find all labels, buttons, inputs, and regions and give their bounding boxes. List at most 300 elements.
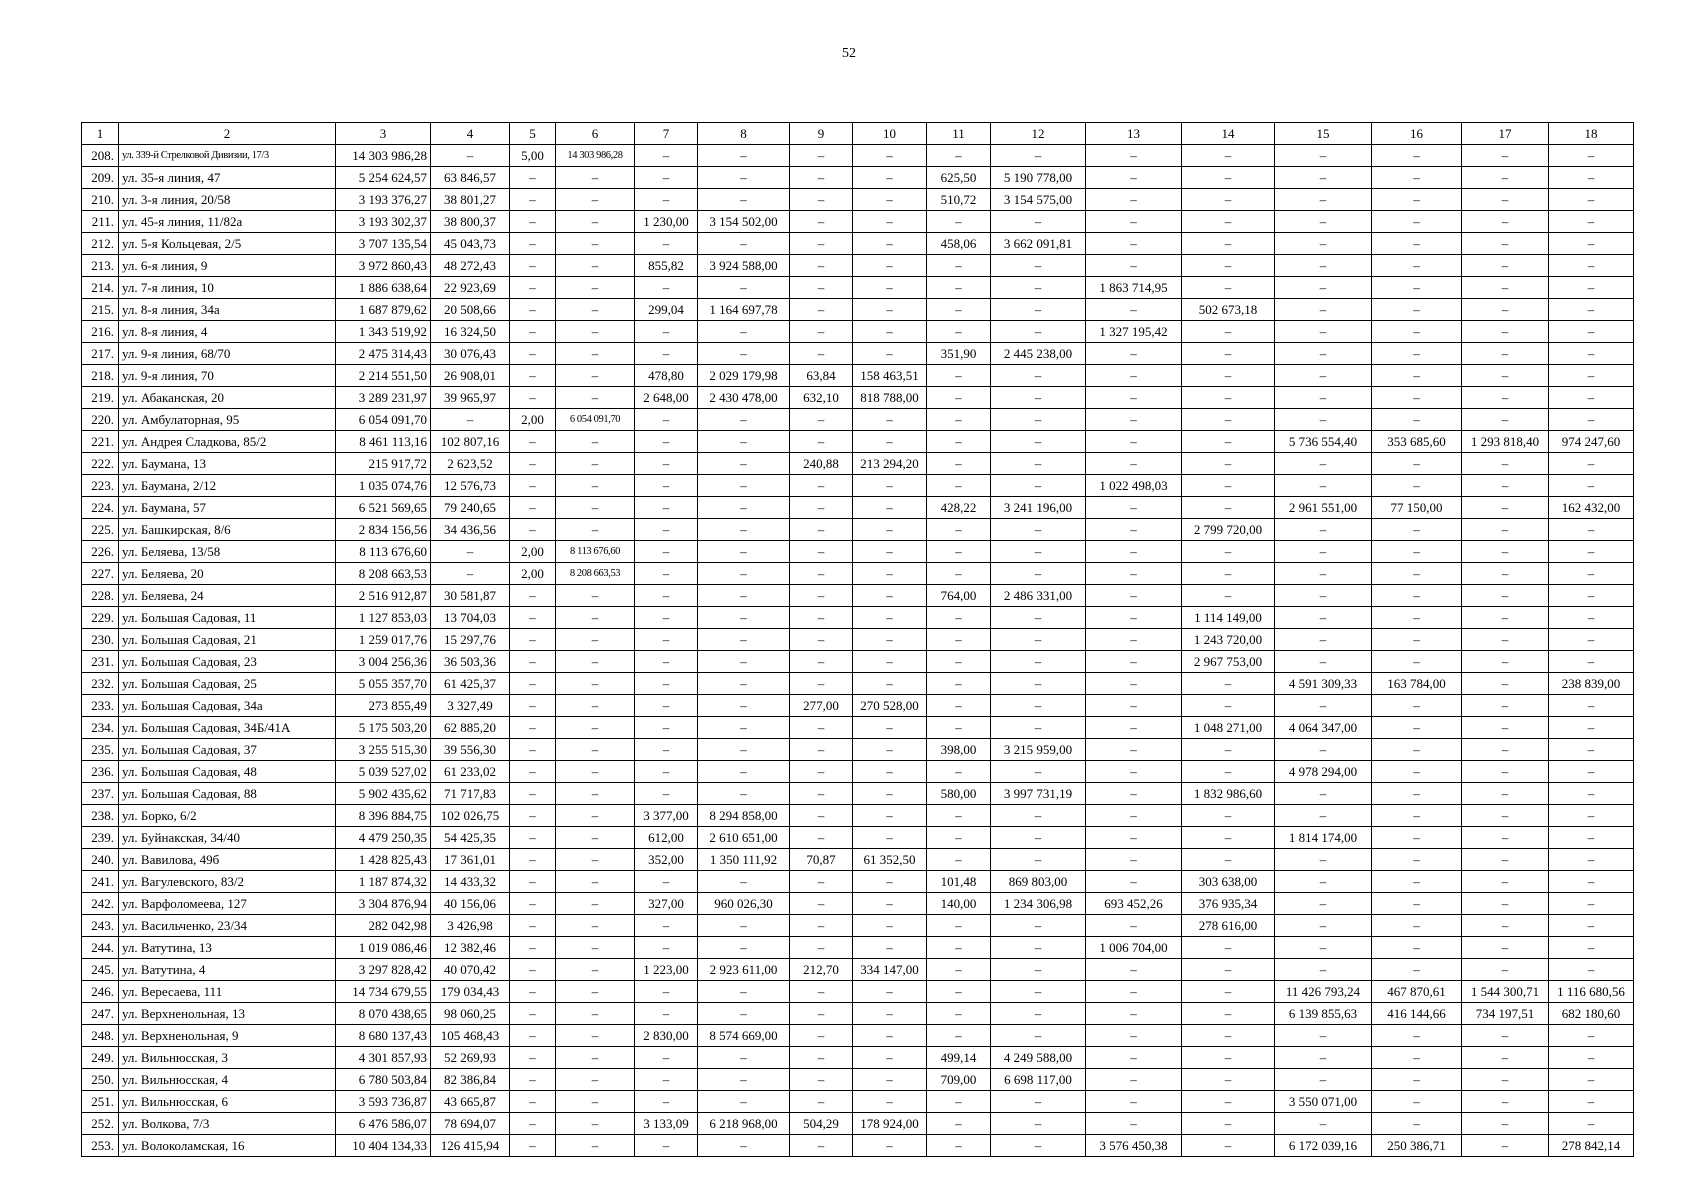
amount-cell: – xyxy=(991,673,1086,695)
amount-cell: – xyxy=(635,695,698,717)
amount-cell: – xyxy=(1549,849,1634,871)
amount-cell: – xyxy=(1372,1025,1462,1047)
amount-cell: – xyxy=(790,761,853,783)
amount-cell: – xyxy=(1275,321,1372,343)
amount-cell: – xyxy=(790,497,853,519)
amount-cell: – xyxy=(698,343,790,365)
amount-cell: – xyxy=(1086,167,1182,189)
amount-cell: – xyxy=(510,871,556,893)
amount-cell: – xyxy=(1549,387,1634,409)
amount-cell: – xyxy=(1372,541,1462,563)
amount-cell: – xyxy=(853,277,927,299)
amount-cell: 70,87 xyxy=(790,849,853,871)
amount-cell: – xyxy=(1372,585,1462,607)
page-number: 52 xyxy=(842,46,856,61)
amount-cell: – xyxy=(510,673,556,695)
amount-cell: – xyxy=(1275,409,1372,431)
row-number-cell: 209. xyxy=(82,167,119,189)
amount-cell: 5 190 778,00 xyxy=(991,167,1086,189)
amount-cell: 3 662 091,81 xyxy=(991,233,1086,255)
amount-cell: – xyxy=(790,783,853,805)
amount-cell: – xyxy=(698,563,790,585)
table-row xyxy=(82,255,1634,277)
amount-cell: – xyxy=(556,915,635,937)
row-number-cell: 249. xyxy=(82,1047,119,1069)
amount-cell: 14 303 986,28 xyxy=(336,145,431,167)
amount-cell: 54 425,35 xyxy=(431,827,510,849)
amount-cell: – xyxy=(1275,937,1372,959)
amount-cell: – xyxy=(698,695,790,717)
amount-cell: – xyxy=(991,541,1086,563)
amount-cell: – xyxy=(510,1135,556,1157)
amount-cell: – xyxy=(853,937,927,959)
amount-cell: – xyxy=(1462,607,1549,629)
amount-cell: – xyxy=(853,783,927,805)
amount-cell: – xyxy=(853,893,927,915)
amount-cell: – xyxy=(790,1091,853,1113)
row-number-cell: 223. xyxy=(82,475,119,497)
amount-cell: – xyxy=(790,1025,853,1047)
table-row xyxy=(82,541,1634,563)
amount-cell: – xyxy=(1275,695,1372,717)
amount-cell: – xyxy=(1086,761,1182,783)
amount-cell: – xyxy=(1462,211,1549,233)
amount-cell: 213 294,20 xyxy=(853,453,927,475)
address-cell: ул. Баумана, 13 xyxy=(119,453,336,475)
amount-cell: 4 978 294,00 xyxy=(1275,761,1372,783)
amount-cell: – xyxy=(991,1025,1086,1047)
amount-cell: 22 923,69 xyxy=(431,277,510,299)
amount-cell: 2,00 xyxy=(510,563,556,585)
amount-cell: – xyxy=(927,321,991,343)
amount-cell: 1 814 174,00 xyxy=(1275,827,1372,849)
amount-cell: 2 610 651,00 xyxy=(698,827,790,849)
amount-cell: 3 154 575,00 xyxy=(991,189,1086,211)
column-header: 13 xyxy=(1086,123,1182,145)
amount-cell: – xyxy=(635,431,698,453)
amount-cell: – xyxy=(1182,453,1275,475)
amount-cell: 1 234 306,98 xyxy=(991,893,1086,915)
amount-cell: 2 486 331,00 xyxy=(991,585,1086,607)
amount-cell: – xyxy=(556,1047,635,1069)
amount-cell: – xyxy=(853,1135,927,1157)
table-row xyxy=(82,1003,1634,1025)
amount-cell: 693 452,26 xyxy=(1086,893,1182,915)
amount-cell: 2 834 156,56 xyxy=(336,519,431,541)
amount-cell: 2 430 478,00 xyxy=(698,387,790,409)
amount-cell: 163 784,00 xyxy=(1372,673,1462,695)
amount-cell: – xyxy=(1462,453,1549,475)
amount-cell: – xyxy=(790,1135,853,1157)
amount-cell: – xyxy=(1275,915,1372,937)
amount-cell: – xyxy=(853,761,927,783)
amount-cell: – xyxy=(1372,255,1462,277)
amount-cell: – xyxy=(1086,431,1182,453)
amount-cell: – xyxy=(556,1025,635,1047)
address-cell: ул. 45-я линия, 11/82а xyxy=(119,211,336,233)
amount-cell: 974 247,60 xyxy=(1549,431,1634,453)
amount-cell: 5 254 624,57 xyxy=(336,167,431,189)
amount-cell: 3 304 876,94 xyxy=(336,893,431,915)
amount-cell: – xyxy=(1182,145,1275,167)
amount-cell: – xyxy=(991,387,1086,409)
amount-cell: – xyxy=(853,1025,927,1047)
amount-cell: – xyxy=(853,915,927,937)
amount-cell: – xyxy=(1182,761,1275,783)
amount-cell: – xyxy=(991,717,1086,739)
amount-cell: 502 673,18 xyxy=(1182,299,1275,321)
amount-cell: – xyxy=(991,849,1086,871)
row-number-cell: 236. xyxy=(82,761,119,783)
amount-cell: 8 113 676,60 xyxy=(336,541,431,563)
amount-cell: – xyxy=(790,211,853,233)
amount-cell: – xyxy=(510,211,556,233)
column-header: 18 xyxy=(1549,123,1634,145)
amount-cell: – xyxy=(1372,365,1462,387)
amount-cell: – xyxy=(698,981,790,1003)
amount-cell: 14 433,32 xyxy=(431,871,510,893)
amount-cell: – xyxy=(853,145,927,167)
amount-cell: – xyxy=(1275,585,1372,607)
amount-cell: – xyxy=(853,211,927,233)
amount-cell: 52 269,93 xyxy=(431,1047,510,1069)
amount-cell: – xyxy=(1182,167,1275,189)
amount-cell: – xyxy=(991,629,1086,651)
amount-cell: 36 503,36 xyxy=(431,651,510,673)
table-row xyxy=(82,607,1634,629)
amount-cell: – xyxy=(991,431,1086,453)
amount-cell: – xyxy=(790,673,853,695)
amount-cell: 1 343 519,92 xyxy=(336,321,431,343)
amount-cell: – xyxy=(927,1135,991,1157)
amount-cell: – xyxy=(790,585,853,607)
amount-cell: 4 249 588,00 xyxy=(991,1047,1086,1069)
amount-cell: 1 114 149,00 xyxy=(1182,607,1275,629)
address-cell: ул. Большая Садовая, 88 xyxy=(119,783,336,805)
amount-cell: – xyxy=(1086,409,1182,431)
amount-cell: 8 208 663,53 xyxy=(556,563,635,585)
amount-cell: – xyxy=(1182,981,1275,1003)
amount-cell: – xyxy=(790,651,853,673)
amount-cell: 1 243 720,00 xyxy=(1182,629,1275,651)
amount-cell: – xyxy=(635,409,698,431)
amount-cell: 126 415,94 xyxy=(431,1135,510,1157)
amount-cell: – xyxy=(698,145,790,167)
row-number-cell: 237. xyxy=(82,783,119,805)
amount-cell: – xyxy=(1182,827,1275,849)
amount-cell: 40 070,42 xyxy=(431,959,510,981)
amount-cell: – xyxy=(1275,343,1372,365)
amount-cell: – xyxy=(1462,541,1549,563)
amount-cell: – xyxy=(698,453,790,475)
amount-cell: – xyxy=(1462,387,1549,409)
amount-cell: – xyxy=(1462,1113,1549,1135)
amount-cell: – xyxy=(991,519,1086,541)
amount-cell: 61 425,37 xyxy=(431,673,510,695)
row-number-cell: 215. xyxy=(82,299,119,321)
amount-cell: – xyxy=(556,321,635,343)
amount-cell: – xyxy=(853,1069,927,1091)
amount-cell: – xyxy=(1549,959,1634,981)
amount-cell: – xyxy=(1462,255,1549,277)
amount-cell: – xyxy=(1549,739,1634,761)
amount-cell: 1 350 111,92 xyxy=(698,849,790,871)
amount-cell: 855,82 xyxy=(635,255,698,277)
amount-cell: 3 377,00 xyxy=(635,805,698,827)
amount-cell: – xyxy=(1462,563,1549,585)
amount-cell: – xyxy=(991,607,1086,629)
amount-cell: 4 591 309,33 xyxy=(1275,673,1372,695)
amount-cell: 101,48 xyxy=(927,871,991,893)
amount-cell: 6 476 586,07 xyxy=(336,1113,431,1135)
amount-cell: – xyxy=(790,937,853,959)
column-header: 1 xyxy=(82,123,119,145)
amount-cell: – xyxy=(635,453,698,475)
amount-cell: 277,00 xyxy=(790,695,853,717)
table-row xyxy=(82,321,1634,343)
row-number-cell: 234. xyxy=(82,717,119,739)
amount-cell: 158 463,51 xyxy=(853,365,927,387)
amount-cell: – xyxy=(927,761,991,783)
amount-cell: – xyxy=(1372,761,1462,783)
amount-cell: 3 255 515,30 xyxy=(336,739,431,761)
amount-cell: 1 048 271,00 xyxy=(1182,717,1275,739)
amount-cell: – xyxy=(1462,761,1549,783)
amount-cell: – xyxy=(556,211,635,233)
amount-cell: – xyxy=(1086,1091,1182,1113)
amount-cell: – xyxy=(1086,387,1182,409)
amount-cell: – xyxy=(510,1047,556,1069)
amount-cell: 1 428 825,43 xyxy=(336,849,431,871)
amount-cell: 39 556,30 xyxy=(431,739,510,761)
amount-cell: – xyxy=(1462,915,1549,937)
row-number-cell: 216. xyxy=(82,321,119,343)
row-number-cell: 240. xyxy=(82,849,119,871)
amount-cell: – xyxy=(1549,255,1634,277)
amount-cell: – xyxy=(927,145,991,167)
amount-cell: – xyxy=(510,783,556,805)
amount-cell: 428,22 xyxy=(927,497,991,519)
table-row xyxy=(82,937,1634,959)
row-number-cell: 253. xyxy=(82,1135,119,1157)
amount-cell: – xyxy=(991,365,1086,387)
amount-cell: – xyxy=(853,343,927,365)
address-cell: ул. 3-я линия, 20/58 xyxy=(119,189,336,211)
amount-cell: – xyxy=(1462,937,1549,959)
address-cell: ул. Верхненольная, 9 xyxy=(119,1025,336,1047)
amount-cell: – xyxy=(853,299,927,321)
address-cell: ул. Вильнюсская, 4 xyxy=(119,1069,336,1091)
address-cell: ул. Беляева, 20 xyxy=(119,563,336,585)
amount-cell: – xyxy=(1462,167,1549,189)
amount-cell: 63,84 xyxy=(790,365,853,387)
amount-cell: – xyxy=(790,299,853,321)
amount-cell: – xyxy=(698,607,790,629)
amount-cell: – xyxy=(991,761,1086,783)
amount-cell: – xyxy=(510,431,556,453)
amount-cell: – xyxy=(1462,299,1549,321)
amount-cell: 13 704,03 xyxy=(431,607,510,629)
row-number-cell: 208. xyxy=(82,145,119,167)
amount-cell: – xyxy=(556,431,635,453)
table-row xyxy=(82,563,1634,585)
row-number-cell: 228. xyxy=(82,585,119,607)
amount-cell: – xyxy=(1372,387,1462,409)
amount-cell: 48 272,43 xyxy=(431,255,510,277)
amount-cell: – xyxy=(790,827,853,849)
amount-cell: – xyxy=(853,827,927,849)
amount-cell: – xyxy=(1086,805,1182,827)
amount-cell: – xyxy=(1275,211,1372,233)
amount-cell: – xyxy=(1275,189,1372,211)
amount-cell: – xyxy=(510,233,556,255)
amount-cell: – xyxy=(1086,563,1182,585)
amount-cell: – xyxy=(1549,343,1634,365)
table-row xyxy=(82,761,1634,783)
amount-cell: – xyxy=(927,1091,991,1113)
amount-cell: – xyxy=(1275,233,1372,255)
amount-cell: 1 006 704,00 xyxy=(1086,937,1182,959)
table-row xyxy=(82,717,1634,739)
amount-cell: – xyxy=(1086,365,1182,387)
amount-cell: 734 197,51 xyxy=(1462,1003,1549,1025)
amount-cell: – xyxy=(635,937,698,959)
amount-cell: 6 054 091,70 xyxy=(556,409,635,431)
row-number-cell: 213. xyxy=(82,255,119,277)
amount-cell: – xyxy=(790,893,853,915)
amount-cell: – xyxy=(927,1113,991,1135)
amount-cell: – xyxy=(1549,893,1634,915)
amount-cell: – xyxy=(1086,783,1182,805)
address-cell: ул. Башкирская, 8/6 xyxy=(119,519,336,541)
amount-cell: – xyxy=(1275,849,1372,871)
table-row xyxy=(82,167,1634,189)
amount-cell: – xyxy=(1086,211,1182,233)
amount-cell: – xyxy=(1275,805,1372,827)
amount-cell: 3 215 959,00 xyxy=(991,739,1086,761)
amount-cell: – xyxy=(698,409,790,431)
amount-cell: – xyxy=(1372,1091,1462,1113)
amount-cell: – xyxy=(1182,475,1275,497)
address-cell: ул. 5-я Кольцевая, 2/5 xyxy=(119,233,336,255)
amount-cell: 2 623,52 xyxy=(431,453,510,475)
row-number-cell: 238. xyxy=(82,805,119,827)
amount-cell: – xyxy=(1086,607,1182,629)
amount-cell: – xyxy=(927,695,991,717)
amount-cell: 215 917,72 xyxy=(336,453,431,475)
amount-cell: – xyxy=(790,321,853,343)
amount-cell: – xyxy=(1275,783,1372,805)
amount-cell: – xyxy=(1549,915,1634,937)
amount-cell: – xyxy=(1182,563,1275,585)
amount-cell: – xyxy=(1462,1091,1549,1113)
table-row xyxy=(82,849,1634,871)
amount-cell: – xyxy=(635,519,698,541)
amount-cell: – xyxy=(1182,343,1275,365)
amount-cell: 38 800,37 xyxy=(431,211,510,233)
amount-cell: – xyxy=(927,453,991,475)
amount-cell: – xyxy=(1086,343,1182,365)
row-number-cell: 251. xyxy=(82,1091,119,1113)
amount-cell: – xyxy=(790,717,853,739)
amount-cell: – xyxy=(853,1003,927,1025)
amount-cell: – xyxy=(698,233,790,255)
amount-cell: – xyxy=(1086,871,1182,893)
address-cell: ул. Волоколамская, 16 xyxy=(119,1135,336,1157)
amount-cell: 6 139 855,63 xyxy=(1275,1003,1372,1025)
amount-cell: – xyxy=(991,805,1086,827)
row-number-cell: 252. xyxy=(82,1113,119,1135)
amount-cell: 398,00 xyxy=(927,739,991,761)
amount-cell: – xyxy=(698,541,790,563)
amount-cell: 8 208 663,53 xyxy=(336,563,431,585)
amount-cell: – xyxy=(1182,409,1275,431)
amount-cell: – xyxy=(698,629,790,651)
row-number-cell: 229. xyxy=(82,607,119,629)
address-cell: ул. 9-я линия, 68/70 xyxy=(119,343,336,365)
amount-cell: 3 289 231,97 xyxy=(336,387,431,409)
amount-cell: – xyxy=(1372,849,1462,871)
table-row xyxy=(82,387,1634,409)
amount-cell: 16 324,50 xyxy=(431,321,510,343)
amount-cell: – xyxy=(1549,1091,1634,1113)
amount-cell: – xyxy=(853,1047,927,1069)
amount-cell: – xyxy=(698,189,790,211)
amount-cell: – xyxy=(1372,871,1462,893)
amount-cell: – xyxy=(698,1003,790,1025)
amount-cell: – xyxy=(556,651,635,673)
amount-cell: 3 426,98 xyxy=(431,915,510,937)
amount-cell: – xyxy=(1372,717,1462,739)
amount-cell: 458,06 xyxy=(927,233,991,255)
amount-cell: – xyxy=(790,981,853,1003)
amount-cell: 3 241 196,00 xyxy=(991,497,1086,519)
table-row xyxy=(82,1025,1634,1047)
row-number-cell: 239. xyxy=(82,827,119,849)
amount-cell: – xyxy=(635,277,698,299)
address-cell: ул. Верхненольная, 13 xyxy=(119,1003,336,1025)
amount-cell: – xyxy=(790,541,853,563)
amount-cell: 1 327 195,42 xyxy=(1086,321,1182,343)
amount-cell: 12 576,73 xyxy=(431,475,510,497)
amount-cell: – xyxy=(556,739,635,761)
amount-cell: 162 432,00 xyxy=(1549,497,1634,519)
amount-cell: – xyxy=(635,497,698,519)
amount-cell: – xyxy=(510,519,556,541)
address-cell: ул. Абаканская, 20 xyxy=(119,387,336,409)
amount-cell: – xyxy=(1462,871,1549,893)
amount-cell: – xyxy=(556,453,635,475)
amount-cell: 5 175 503,20 xyxy=(336,717,431,739)
amount-cell: 2 961 551,00 xyxy=(1275,497,1372,519)
amount-cell: – xyxy=(1462,585,1549,607)
amount-cell: – xyxy=(510,1069,556,1091)
amount-cell: – xyxy=(853,519,927,541)
amount-cell: – xyxy=(927,299,991,321)
amount-cell: 2 967 753,00 xyxy=(1182,651,1275,673)
amount-cell: – xyxy=(1462,739,1549,761)
amount-cell: 238 839,00 xyxy=(1549,673,1634,695)
amount-cell: – xyxy=(510,1091,556,1113)
address-cell: ул. 9-я линия, 70 xyxy=(119,365,336,387)
amount-cell: – xyxy=(1372,937,1462,959)
amount-cell: – xyxy=(635,607,698,629)
amount-cell: – xyxy=(635,321,698,343)
row-number-cell: 217. xyxy=(82,343,119,365)
amount-cell: 11 426 793,24 xyxy=(1275,981,1372,1003)
row-number-cell: 211. xyxy=(82,211,119,233)
amount-cell: – xyxy=(556,607,635,629)
